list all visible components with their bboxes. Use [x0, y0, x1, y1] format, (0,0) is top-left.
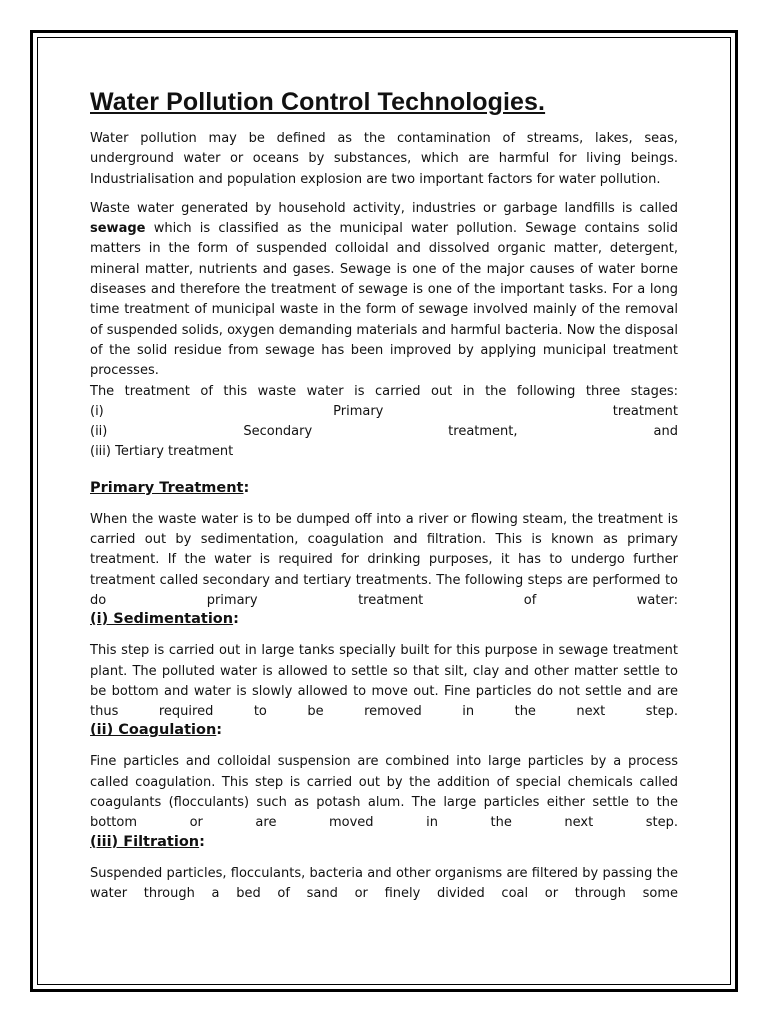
intro-paragraph-1: Water pollution may be defined as the contamination of streams, lakes, seas, underground water or oceans by substances, which are harmful for living beings. Industrialisation and population explosion are two important factors for water pollution. — [90, 131, 678, 187]
primary-treatment-heading: Primary Treatment: — [90, 479, 250, 496]
stages-intro: The treatment of this waste water is carried out in the following three stages: — [90, 383, 678, 399]
p2-text-after: which is classified as the municipal water pollution. Sewage contains solid matters in the form of suspended colloidal and dissolved organic matter, detergent, mineral matter, nutrients and gases. Sewage is one of the major causes of water borne diseases and therefore the treatment of sewage is one of the important tasks. For a long time treatment of municipal waste in the form of sewage involved mainly of the removal of suspended solids, oxygen demanding materials and harmful bacteria. Now the disposal of the solid residue from sewage has been improved by applying municipal treatment processes. — [90, 221, 678, 379]
p2-text-before: Waste water generated by household activity, industries or garbage landfills is called — [90, 200, 678, 216]
sedimentation-text: This step is carried out in large tanks specially built for this purpose in sewage treatment plant. The polluted water is allowed to settle so that silt, clay and other matter settle to be bottom and water is slowly allowed to move out. Fine particles do not settle and are thus required to be removed in the next step. — [90, 643, 678, 720]
stage-1-line: (i) Primary treatment — [90, 403, 678, 419]
sewage-term: sewage — [90, 221, 146, 237]
intro-paragraph-2 — [90, 199, 678, 382]
filtration-text: Suspended particles, flocculants, bacteria and other organisms are filtered by passing the water through a bed of sand or finely divided coal or through some — [90, 865, 678, 901]
document-body — [90, 88, 678, 904]
stage-2-line: (ii) Secondary treatment, and — [90, 424, 678, 440]
primary-treatment-text: When the waste water is to be dumped off into a river or flowing steam, the treatment is carried out by sedimentation, coagulation and filtration. This is known as primary treatment. If the water is required for drinking purposes, it has to undergo further treatment called secondary and tertiary treatments. The following steps are performed to do primary treatment of water: — [90, 511, 678, 608]
page-title: Water Pollution Control Technologies. — [90, 88, 546, 116]
coagulation-heading: (ii) Coagulation: — [90, 722, 223, 739]
sedimentation-heading: (i) Sedimentation: — [90, 611, 239, 628]
filtration-heading: (iii) Filtration: — [90, 833, 205, 850]
coagulation-text: Fine particles and colloidal suspension are combined into large particles by a process called coagulation. This step is carried out by the addition of special chemicals called coagulants (flocculants) such as potash alum. The large particles either settle to the bottom or are moved in the next step. — [90, 754, 678, 831]
stage-3-line: (iii) Tertiary treatment — [90, 444, 234, 460]
